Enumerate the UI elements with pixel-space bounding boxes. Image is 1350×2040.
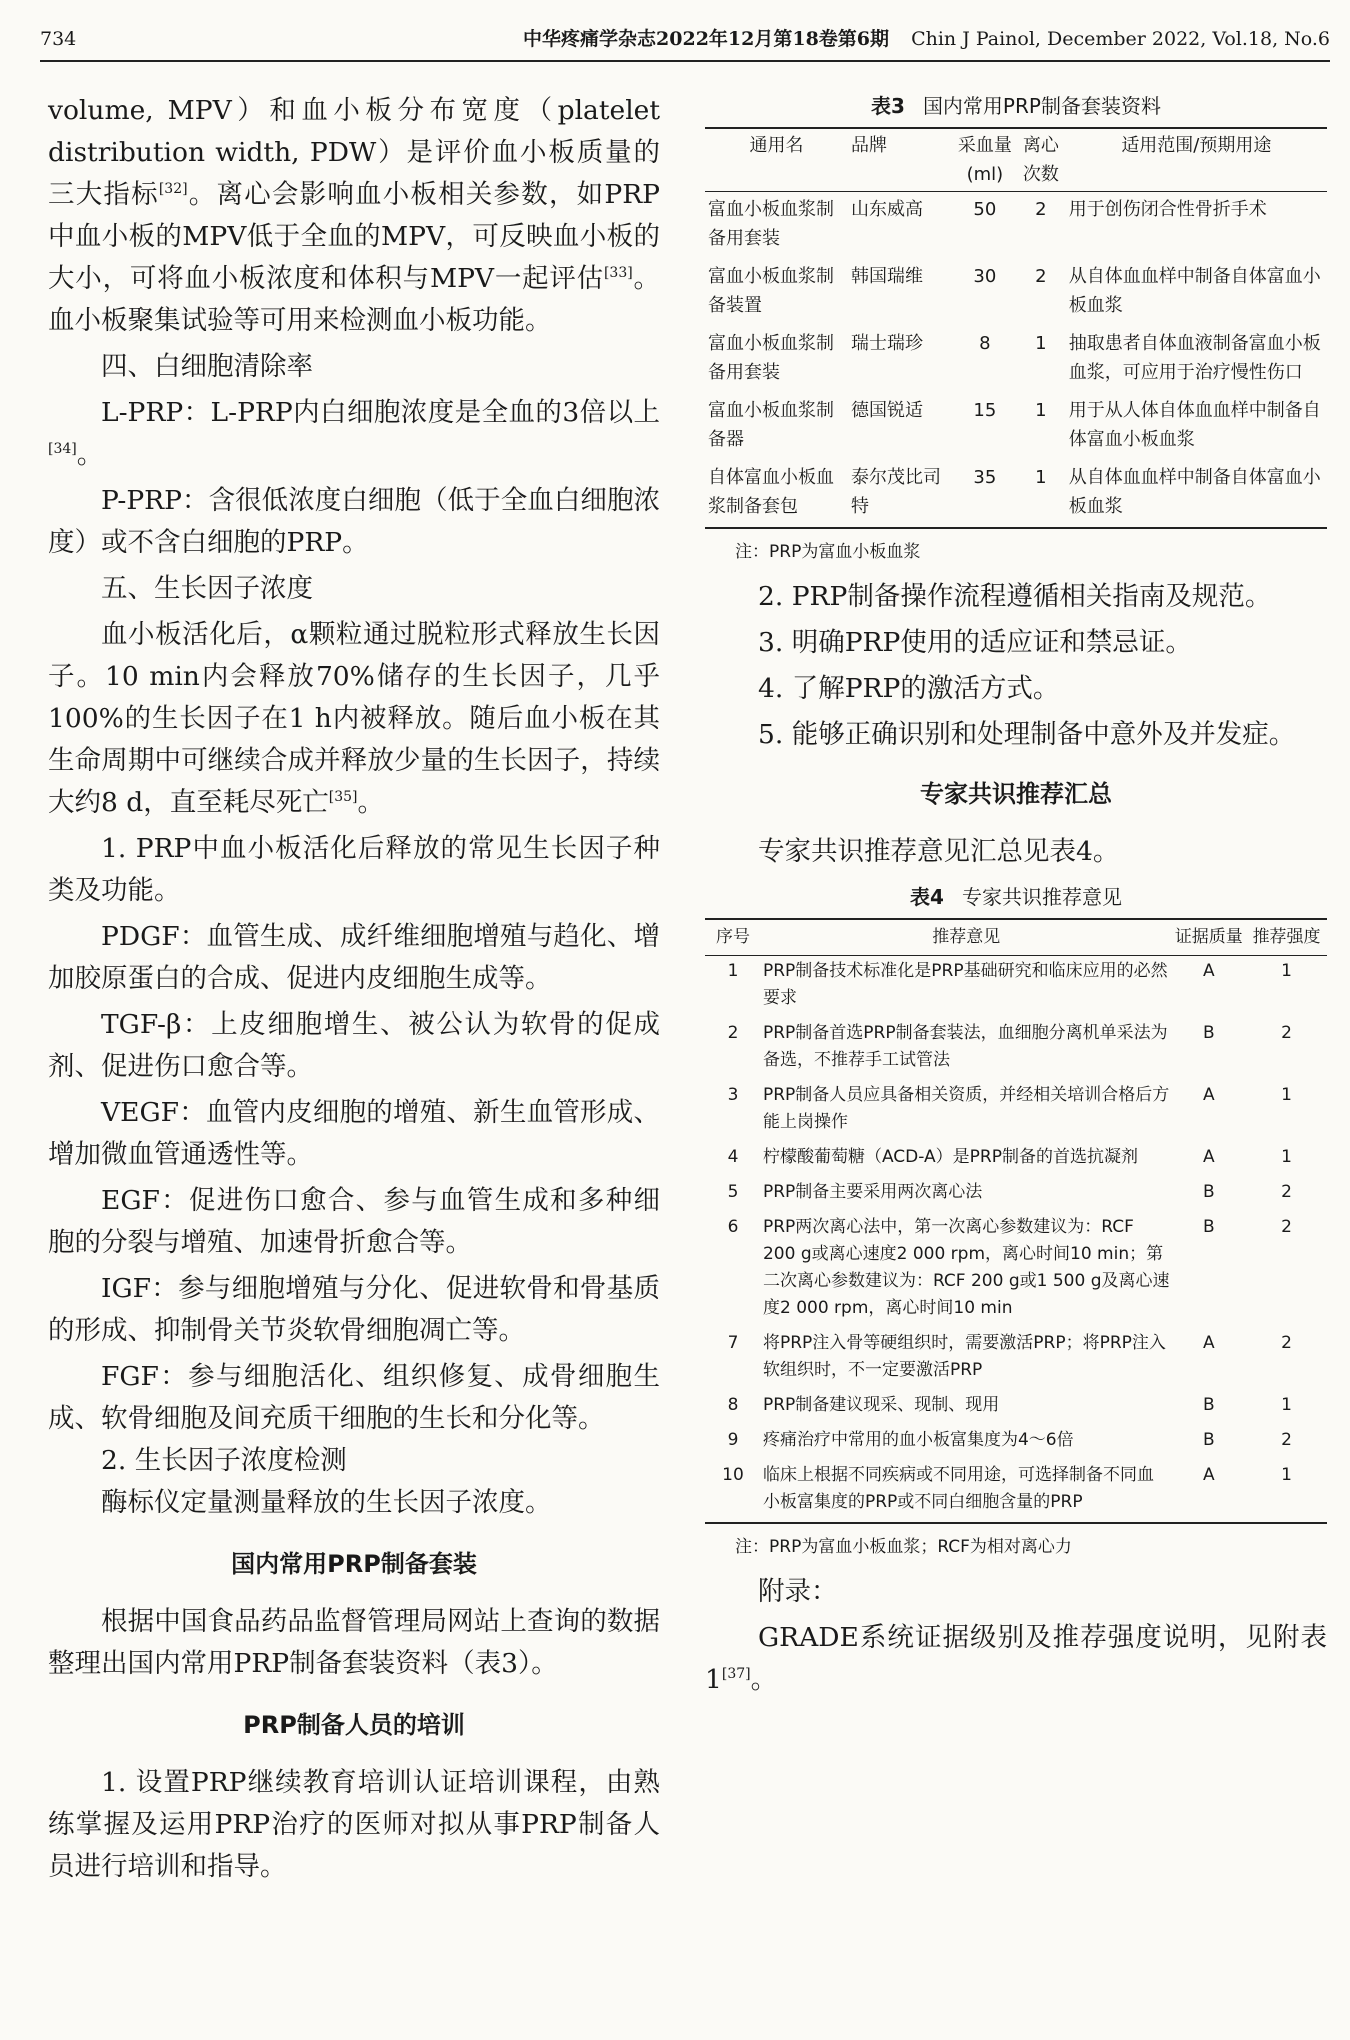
- paragraph-training-1: 1. 设置PRP继续教育培训认证培训课程，由熟练掌握及运用PRP治疗的医师对拟从事PRP制备人员进行培训和指导。: [48, 1767, 660, 1882]
- subheading-leukocyte: 四、白细胞清除率: [101, 351, 313, 382]
- table4-cell: 1: [1281, 1147, 1292, 1167]
- table-row: [705, 1142, 1327, 1177]
- subheading-growth-factor: 五、生长因子浓度: [101, 573, 313, 604]
- table3-cell: 富血小板血浆制备用套装: [708, 199, 834, 249]
- table4-cell: 9: [727, 1430, 739, 1450]
- left-column: [48, 90, 660, 1888]
- paragraph-kits: 根据中国食品药品监督管理局网站上查询的数据整理出国内常用PRP制备套装资料（表3）。: [48, 1606, 660, 1679]
- table4-cell: PRP两次离心法中，第一次离心参数建议为：RCF 200 g或离心速度2 000 rpm，离心时间10 min；第二次离心参数建议为：RCF 200 g或1 500 g及离心速度2 000 rpm，离心时间10 min: [762, 1217, 1170, 1318]
- table3-cell: 富血小板血浆制备用套装: [708, 333, 834, 383]
- table3-cell: 抽取患者自体血液制备富血小板血浆，可应用于治疗慢性伤口: [1068, 333, 1321, 383]
- table3-cell: 瑞士瑞珍: [851, 333, 924, 354]
- table4-title: 专家共识推荐意见: [961, 885, 1122, 909]
- table4-header: 推荐强度: [1252, 927, 1321, 947]
- table3-cell: 富血小板血浆制备装置: [708, 266, 834, 316]
- list-item-5: 5. 能够正确识别和处理制备中意外及并发症。: [758, 719, 1296, 750]
- journal-name-en: Chin J Painol, December 2022, Vol.18, No.6: [911, 28, 1330, 50]
- table4-cell: B: [1202, 1217, 1215, 1237]
- table-row: [705, 326, 1327, 393]
- table4-note: 注：PRP为富血小板血浆；RCF为相对离心力: [735, 1537, 1072, 1557]
- table4-cell: 1: [727, 961, 739, 981]
- table-row: [705, 1390, 1327, 1425]
- list-item-4: 4. 了解PRP的激活方式。: [758, 673, 1060, 704]
- citation-ref: [33]: [603, 265, 633, 282]
- table4-cell: 1: [1281, 1395, 1292, 1415]
- table4-cell: 4: [727, 1147, 739, 1167]
- table3-cell: 用于从人体自体血血样中制备自体富血小板血浆: [1068, 400, 1321, 450]
- table4-cell: PRP制备主要采用两次离心法: [762, 1182, 983, 1202]
- table4-cell: 疼痛治疗中常用的血小板富集度为4～6倍: [762, 1430, 1074, 1450]
- table4-cell: 3: [727, 1085, 739, 1105]
- list-item-1: 1. PRP中血小板活化后释放的常见生长因子种类及功能。: [48, 833, 660, 906]
- table3-cell: 1: [1035, 467, 1047, 488]
- table3-header: 离心次数: [1022, 135, 1059, 185]
- table4-cell: PRP制备首选PRP制备套装法，血细胞分离机单采法为备选，不推荐手工试管法: [762, 1023, 1168, 1070]
- table3-cell: 8: [979, 333, 991, 354]
- table4-cell: B: [1202, 1395, 1215, 1415]
- paragraph-growth-factor: 血小板活化后，α颗粒通过脱粒形式释放生长因子。10 min内会释放70%储存的生长因子，几乎100%的生长因子在1 h内被释放。随后血小板在其生命周期中可继续合成并释放少量的生长因子，持续大约8 d，直至耗尽死亡[35]。: [48, 619, 660, 818]
- table3-cell: 2: [1035, 266, 1047, 287]
- table4-caption: [705, 881, 1327, 910]
- table4-cell: 将PRP注入骨等硬组织时，需要激活PRP；将PRP注入软组织时，不一定要激活PRP: [762, 1333, 1166, 1380]
- citation-ref: [37]: [721, 1666, 751, 1683]
- table4: [705, 918, 1327, 1524]
- table3-header: 适用范围/预期用途: [1121, 135, 1272, 156]
- table3-header: 通用名: [749, 135, 804, 156]
- table-row: [705, 1212, 1327, 1328]
- table3-cell: 从自体血血样中制备自体富血小板血浆: [1068, 467, 1321, 517]
- section-heading-training: PRP制备人员的培训: [243, 1711, 465, 1739]
- table3-cell: 50: [973, 199, 997, 220]
- table-row: [705, 192, 1327, 260]
- citation-ref: [35]: [328, 789, 358, 806]
- table4-cell: 2: [1281, 1333, 1292, 1353]
- table3-label: 表3: [871, 94, 905, 118]
- section-heading-summary: 专家共识推荐汇总: [920, 780, 1112, 808]
- right-column: [705, 90, 1327, 1701]
- table-row: [705, 956, 1327, 1019]
- paragraph-egf: EGF：促进伤口愈合、参与血管生成和多种细胞的分裂与增殖、加速骨折愈合等。: [48, 1185, 660, 1258]
- table4-header-row: [705, 919, 1327, 956]
- table3-cell: 泰尔茂比司特: [851, 467, 942, 517]
- paragraph-tgf: TGF-β：上皮细胞增生、被公认为软骨的促成剂、促进伤口愈合等。: [48, 1009, 660, 1082]
- table-row: [705, 1018, 1327, 1080]
- table3-cell: 35: [973, 467, 997, 488]
- table3-cell: 1: [1035, 400, 1047, 421]
- table-row: [705, 1177, 1327, 1212]
- paragraph-pprp: P-PRP：含很低浓度白细胞（低于全血白细胞浓度）或不含白细胞的PRP。: [48, 485, 660, 558]
- table-row: [705, 1425, 1327, 1460]
- table3-cell: 2: [1035, 199, 1047, 220]
- table4-cell: 2: [1281, 1430, 1292, 1450]
- list-item-2: 2. 生长因子浓度检测: [101, 1445, 347, 1476]
- citation-ref: [34]: [48, 441, 77, 458]
- table-row: [705, 1328, 1327, 1390]
- table-row: [705, 1460, 1327, 1523]
- table3-cell: 韩国瑞维: [851, 266, 924, 287]
- paragraph-pdgf: PDGF：血管生成、成纤维细胞增殖与趋化、增加胶原蛋白的合成、促进内皮细胞生成等。: [48, 921, 660, 994]
- journal-citation: [523, 22, 1330, 56]
- table4-cell: B: [1202, 1023, 1215, 1043]
- paragraph-fgf: FGF：参与细胞活化、组织修复、成骨细胞生成、软骨细胞及间充质干细胞的生长和分化等。: [48, 1361, 660, 1434]
- paragraph-platelet-quality: volume, MPV）和血小板分布宽度（platelet distribution width, PDW）是评价血小板质量的三大指标[32]。离心会影响血小板相关参数，如PRP中血小板的MPV低于全血的MPV，可反映血小板的大小，可将血小板浓度和体积与MPV一起评估[33]。血小板聚集试验等可用来检测血小板功能。: [48, 95, 661, 336]
- table4-cell: A: [1202, 961, 1215, 981]
- table4-cell: 10: [722, 1465, 744, 1485]
- journal-name-cn: 中华疼痛学杂志2022年12月第18卷第6期: [523, 28, 890, 50]
- paragraph-lprp: L-PRP：L-PRP内白细胞浓度是全血的3倍以上[34]。: [48, 397, 660, 470]
- table4-cell: A: [1202, 1085, 1215, 1105]
- table4-cell: 8: [727, 1395, 739, 1415]
- table4-cell: PRP制备技术标准化是PRP基础研究和临床应用的必然要求: [762, 961, 1168, 1008]
- table3-cell: 从自体血血样中制备自体富血小板血浆: [1068, 266, 1321, 316]
- table3-cell: 30: [973, 266, 997, 287]
- table3-header-row: [705, 128, 1327, 192]
- table4-cell: 1: [1281, 1465, 1292, 1485]
- table4-cell: B: [1202, 1182, 1215, 1202]
- table3-cell: 自体富血小板血浆制备套包: [708, 467, 834, 517]
- list-item-3: 3. 明确PRP使用的适应证和禁忌证。: [758, 627, 1192, 658]
- running-header: [40, 22, 1330, 56]
- table4-header: 证据质量: [1174, 927, 1243, 947]
- table-row: [705, 259, 1327, 326]
- table-row: [705, 1080, 1327, 1142]
- table3-cell: 富血小板血浆制备器: [708, 400, 834, 450]
- table3-caption: [705, 90, 1327, 119]
- table3-cell: 1: [1035, 333, 1047, 354]
- table3-header: 品牌: [851, 135, 888, 156]
- page-number: 734: [40, 28, 77, 50]
- paragraph-appendix: GRADE系统证据级别及推荐强度说明，见附表1[37]。: [705, 1622, 1327, 1695]
- table3-title: 国内常用PRP制备套装资料: [922, 94, 1161, 118]
- table4-cell: 6: [727, 1217, 739, 1237]
- table3: [705, 127, 1327, 529]
- table3-cell: 山东威高: [851, 199, 924, 220]
- table4-cell: 2: [1281, 1217, 1292, 1237]
- table4-header: 序号: [715, 927, 750, 947]
- table4-cell: 7: [727, 1333, 739, 1353]
- paragraph-elisa: 酶标仪定量测量释放的生长因子浓度。: [101, 1487, 552, 1518]
- table3-note: 注：PRP为富血小板血浆: [735, 542, 921, 562]
- table4-cell: PRP制备人员应具备相关资质，并经相关培训合格后方能上岗操作: [762, 1085, 1170, 1132]
- table-row: [705, 460, 1327, 528]
- table4-label: 表4: [910, 885, 944, 909]
- table4-cell: PRP制备建议现采、现制、现用: [762, 1395, 1000, 1415]
- citation-ref: [32]: [158, 181, 188, 198]
- table4-cell: 1: [1281, 961, 1292, 981]
- table4-cell: 2: [727, 1023, 739, 1043]
- paragraph-igf: IGF：参与细胞增殖与分化、促进软骨和骨基质的形成、抑制骨关节炎软骨细胞凋亡等。: [48, 1273, 660, 1346]
- list-item-2: 2. PRP制备操作流程遵循相关指南及规范。: [758, 581, 1272, 612]
- table4-cell: 临床上根据不同疾病或不同用途，可选择制备不同血小板富集度的PRP或不同白细胞含量的PRP: [762, 1465, 1154, 1512]
- table4-cell: 2: [1281, 1023, 1292, 1043]
- table-row: [705, 393, 1327, 460]
- table3-cell: 德国锐适: [851, 400, 924, 421]
- table3-cell: 用于创伤闭合性骨折手术: [1068, 199, 1267, 220]
- table4-cell: A: [1202, 1147, 1215, 1167]
- table3-cell: 15: [973, 400, 997, 421]
- section-heading-kits: 国内常用PRP制备套装: [231, 1550, 477, 1578]
- paragraph-summary: 专家共识推荐意见汇总见表4。: [758, 836, 1120, 867]
- header-rule: [40, 60, 1330, 62]
- table4-header: 推荐意见: [932, 927, 1001, 947]
- table4-cell: A: [1202, 1465, 1215, 1485]
- table4-cell: 1: [1281, 1085, 1292, 1105]
- paragraph-vegf: VEGF：血管内皮细胞的增殖、新生血管形成、增加微血管通透性等。: [48, 1097, 660, 1170]
- table4-cell: A: [1202, 1333, 1215, 1353]
- table3-header: 采血量(ml): [957, 135, 1012, 185]
- appendix-label: 附录：: [758, 1576, 838, 1607]
- table4-cell: 柠檬酸葡萄糖（ACD-A）是PRP制备的首选抗凝剂: [762, 1147, 1138, 1167]
- table4-cell: 5: [727, 1182, 739, 1202]
- table4-cell: 2: [1281, 1182, 1292, 1202]
- table4-cell: B: [1202, 1430, 1215, 1450]
